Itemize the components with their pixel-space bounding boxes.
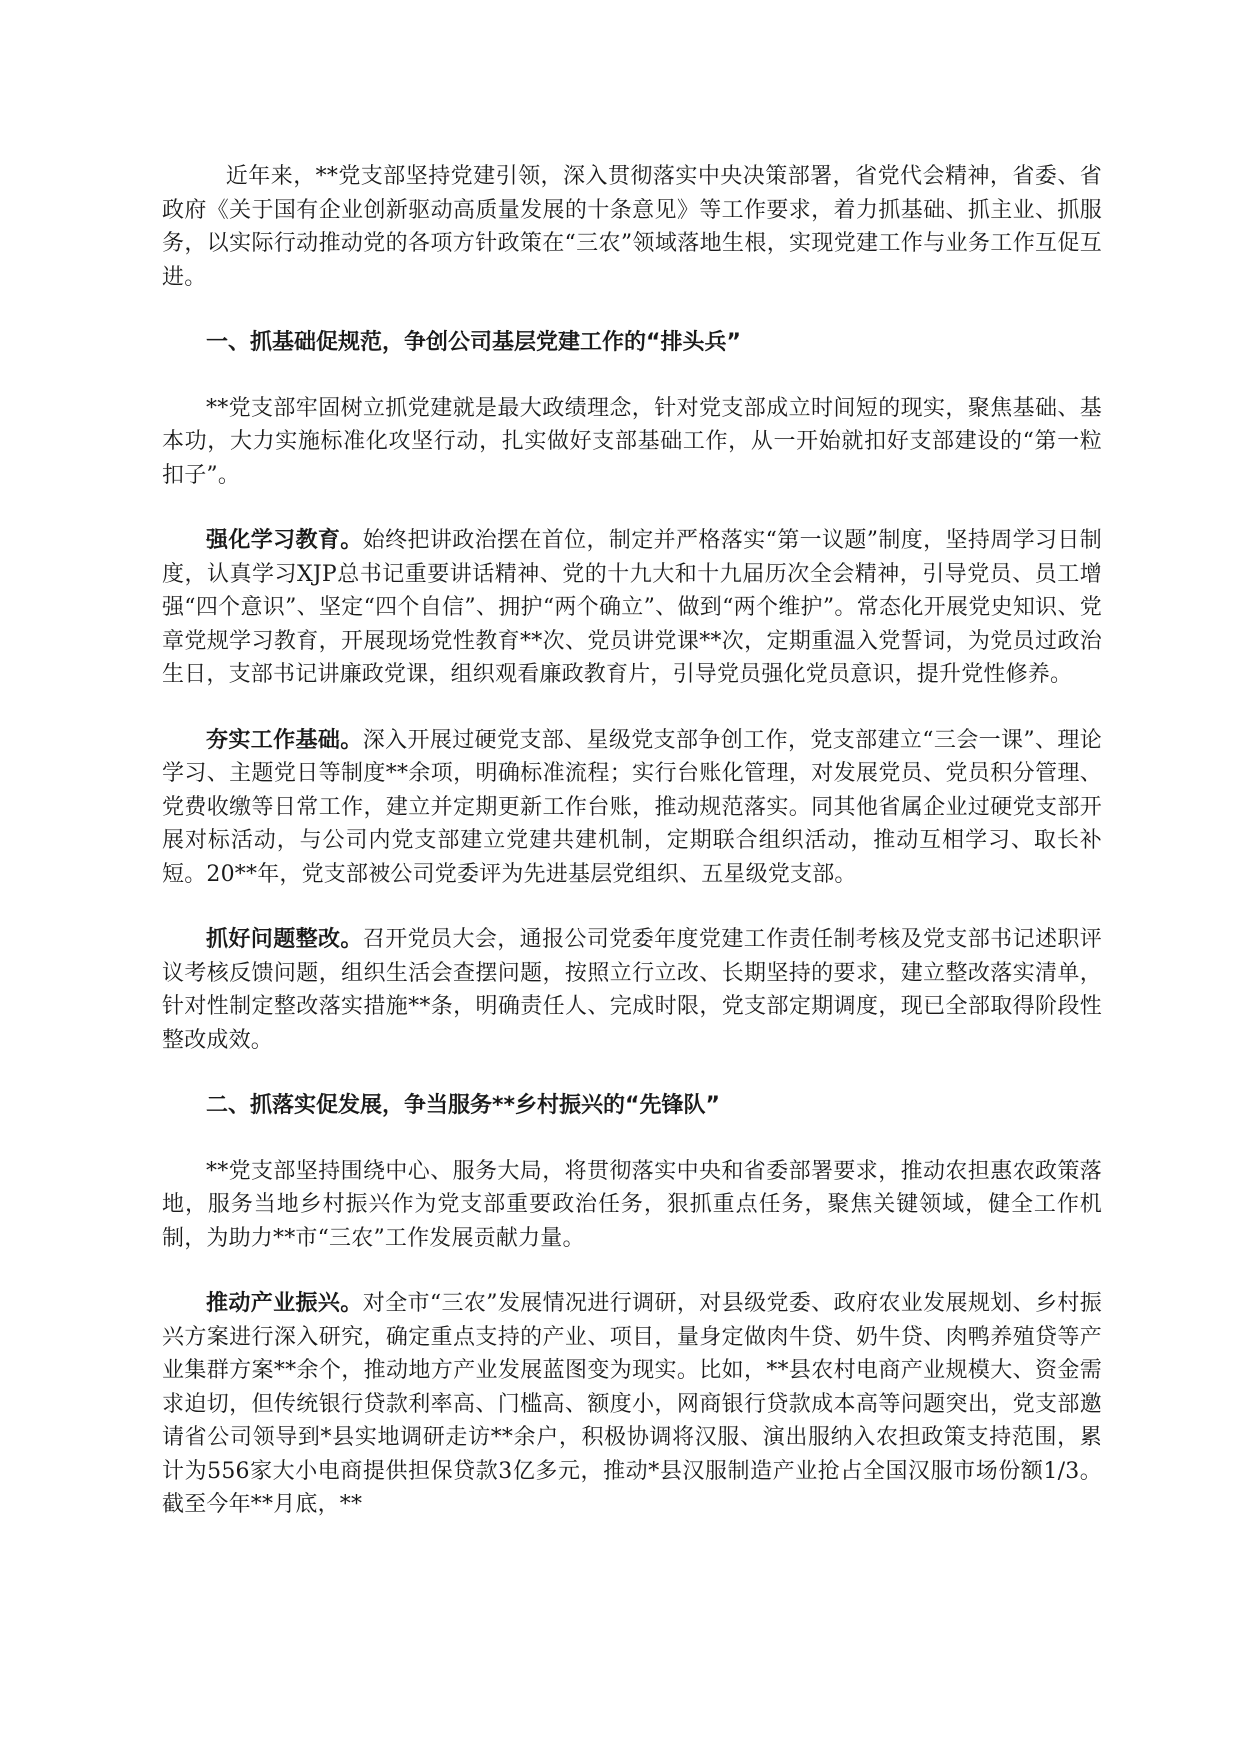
item-text: 始终把讲政治摆在首位，制定并严格落实“第一议题”制度，坚持周学习日制度，认真学习XJP总书记重要讲话精神、党的十九大和十九届历次全会精神，引导党员、员工增强“四个意识”、坚定“四个自信”、拥护“两个确立”、做到“两个维护”。常态化开展党史知识、党章党规学习教育，开展现场党性教育**次、党员讲党课**次，定期重温入党誓词，为党员过政治生日，支部书记讲廉政党课，组织观看廉政教育片，引导党员强化党员意识，提升党性修养。 — [162, 528, 1103, 687]
document-page — [162, 160, 1102, 1554]
section-1-item-study — [162, 524, 1102, 692]
item-text: 召开党员大会，通报公司党委年度党建工作责任制考核及党支部书记述职评议考核反馈问题，组织生活会查摆问题，按照立行立改、长期坚持的要求，建立整改落实清单，针对性制定整改落实措施**条，明确责任人、完成时限，党支部定期调度，现已全部取得阶段性整改成效。 — [162, 927, 1102, 1053]
section-2-item-industry — [162, 1287, 1102, 1522]
section-1-item-foundation — [162, 724, 1102, 892]
intro-paragraph: 近年来，**党支部坚持党建引领，深入贯彻落实中央决策部署，省党代会精神，省委、省政府《关于国有企业创新驱动高质量发展的十条意见》等工作要求，着力抓基础、抓主业、抓服务，以实际行动推动党的各项方针政策在“三农”领域落地生根，实现党建工作与业务工作互促互进。 — [162, 164, 1102, 290]
section-2-heading: 二、抓落实促发展，争当服务**乡村振兴的“先锋队” — [206, 1093, 720, 1118]
item-lead: 强化学习教育。 — [206, 528, 363, 553]
item-text: 对全市“三农”发展情况进行调研，对县级党委、政府农业发展规划、乡村振兴方案进行深入研究，确定重点支持的产业、项目，量身定做肉牛贷、奶牛贷、肉鸭养殖贷等产业集群方案**余个，推动地方产业发展蓝图变为现实。比如，**县农村电商产业规模大、资金需求迫切，但传统银行贷款利率高、门槛高、额度小，网商银行贷款成本高等问题突出，党支部邀请省公司领导到*县实地调研走访**余户，积极协调将汉服、演出服纳入农担政策支持范围，累计为556家大小电商提供担保贷款3亿多元，推动*县汉服制造产业抢占全国汉服市场份额1/3。截至今年**月底，** — [162, 1291, 1103, 1517]
section-2-intro: **党支部坚持围绕中心、服务大局，将贯彻落实中央和省委部署要求，推动农担惠农政策落地，服务当地乡村振兴作为党支部重要政治任务，狠抓重点任务，聚焦关键领域，健全工作机制，为助力**市“三农”工作发展贡献力量。 — [162, 1158, 1102, 1251]
section-1-intro: **党支部牢固树立抓党建就是最大政绩理念，针对党支部成立时间短的现实，聚焦基础、基本功，大力实施标准化攻坚行动，扎实做好支部基础工作，从一开始就扣好支部建设的“第一粒扣子”。 — [162, 395, 1102, 488]
section-1-heading: 一、抓基础促规范，争创公司基层党建工作的“排头兵” — [206, 330, 741, 355]
item-lead: 抓好问题整改。 — [206, 927, 363, 952]
item-lead: 推动产业振兴。 — [206, 1291, 363, 1316]
item-text: 深入开展过硬党支部、星级党支部争创工作，党支部建立“三会一课”、理论学习、主题党日等制度**余项，明确标准流程；实行台账化管理，对发展党员、党员积分管理、党费收缴等日常工作，建立并定期更新工作台账，推动规范落实。同其他省属企业过硬党支部开展对标活动，与公司内党支部建立党建共建机制，定期联合组织活动，推动互相学习、取长补短。20**年，党支部被公司党委评为先进基层党组织、五星级党支部。 — [162, 727, 1103, 887]
section-1-item-rectification — [162, 923, 1102, 1057]
item-lead: 夯实工作基础。 — [206, 727, 363, 753]
